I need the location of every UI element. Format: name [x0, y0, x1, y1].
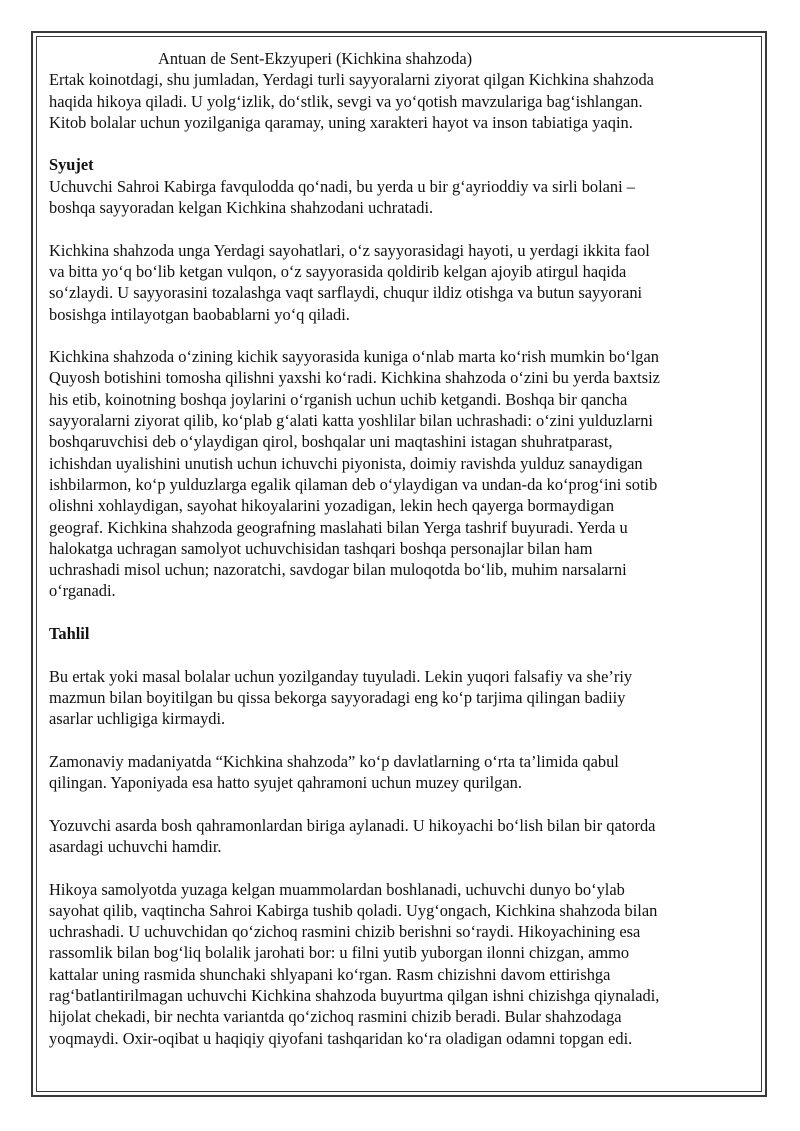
analysis-paragraph: Bu ertak yoki masal bolalar uchun yozilganday tuyuladi. Lekin yuqori falsafiy va she’riy mazmun bilan boyitilgan bu qissa bekorga sayyoradagi eng ko‘p tarjima qilingan badiiy asarlar uchligiga kirmaydi. [49, 666, 633, 729]
analysis-paragraph: Hikoya samolyotda yuzaga kelgan muammolardan boshlanadi, uchuvchi dunyo bo‘ylab sayohat qilib, vaqtincha Sahroi Kabirga tushib qoladi. Uyg‘ongach, Kichkina shahzoda bilan uchrashadi. U uchuvchidan qo‘zichoq rasmini chizib berishni so‘raydi. Hikoyachining esa rassomlik bilan bog‘liq bolalik jarohati bor: u filni yutib yuborgan ilonni chizgan, ammo kattalar uning rasmida shunchaki shlyapani ko‘rgan. Rasm chizishni davom ettirishga rag‘batlantirilmagan uchuvchi Kichkina shahzoda buyurtma qilgan ishni chizishga qiynaladi, hijolat chekadi, bir nechta variantda qo‘zichoq rasmini chizib beradi. Bular shahzodaga yoqmaydi. Oxir-oqibat u haqiqiy qiyofani tashqaridan ko‘ra oladigan odamni topgan edi. [49, 879, 660, 1048]
section-heading-analysis: Tahlil [49, 624, 90, 644]
analysis-paragraph: Zamonaviy madaniyatda “Kichkina shahzoda” ko‘p davlatlarning o‘rta ta’limida qabul qilingan. Yaponiyada esa hatto syujet qahramoni uchun muzey qurilgan. [49, 751, 619, 793]
document-body [49, 48, 754, 1049]
plot-paragraph: Kichkina shahzoda o‘zining kichik sayyorasida kuniga o‘nlab marta ko‘rish mumkin bo‘lgan Quyosh botishini tomosha qilishni yaxshi ko‘radi. Kichkina shahzoda o‘zini bu yerda baxtsiz his etib, koinotning boshqa joylarini o‘rganish uchun uchib ketgandi. Boshqa bir qancha sayyoralarni ziyorat qilib, ko‘plab g‘alati katta yoshlilar bilan uchrashadi: o‘zini yulduzlarni boshqaruvchisi deb o‘ylaydigan qirol, boshqalar uni maqtashini istagan shuhratparast, ichishdan uyalishini unutish uchun ichuvchi piyonista, doimiy ravishda yulduz sanaydigan ishbilarmon, ko‘p yulduzlarga egalik qilaman deb o‘ylaydigan va undan-da ko‘prog‘ini sotib olishni xohlaydigan, sayohat hikoyalarini yozadigan, lekin hech qayerga bormaydigan geograf. Kichkina shahzoda geografning maslahati bilan Yerga tashrif buyuradi. Yerda u halokatga uchragan samolyot uchuvchisidan tashqari boshqa personajlar bilan ham uchrashadi misol uchun; nazoratchi, savdogar bilan muloqotda bo‘lib, muhim narsalarni o‘rganadi. [49, 347, 660, 601]
spacer [49, 730, 754, 751]
intro-paragraph: Ertak koinotdagi, shu jumladan, Yerdagi turli sayyoralarni ziyorat qilgan Kichkina shahzoda haqida hikoya qiladi. U yolg‘izlik, do‘stlik, sevgi va yo‘qotish mavzulariga bag‘ishlangan. Kitob bolalar uchun yozilganiga qaramay, uning xarakteri hayot va inson tabiatiga yaqin. [49, 70, 654, 132]
spacer [49, 218, 754, 239]
plot-paragraph: Uchuvchi Sahroi Kabirga favqulodda qo‘nadi, bu yerda u bir g‘ayrioddiy va sirli bolani – boshqa sayyoradan kelgan Kichkina shahzodani uchratadi. [49, 176, 635, 218]
analysis-paragraph: Yozuvchi asarda bosh qahramonlardan biriga aylanadi. U hikoyachi bo‘lish bilan bir qatorda asardagi uchuvchi hamdir. [49, 815, 656, 856]
spacer [49, 325, 754, 346]
document-title: Antuan de Sent-Ekzyuperi (Kichkina shahzoda) [158, 49, 473, 68]
spacer [49, 793, 754, 814]
spacer [49, 857, 754, 878]
spacer [49, 644, 754, 665]
section-heading-plot: Syujet [49, 155, 94, 175]
spacer [49, 133, 754, 154]
plot-paragraph: Kichkina shahzoda unga Yerdagi sayohatlari, o‘z sayyorasidagi hayoti, u yerdagi ikkita faol va bitta yo‘q bo‘lib ketgan vulqon, o‘z sayyorasida qoldirib kelgan ajoyib atirgul haqida so‘zlaydi. U sayyorasini tozalashga vaqt sarflaydi, chuqur ildiz otishga va butun sayyorani bosishga intilayotgan baobablarni yo‘q qiladi. [49, 240, 650, 324]
spacer [49, 602, 754, 623]
